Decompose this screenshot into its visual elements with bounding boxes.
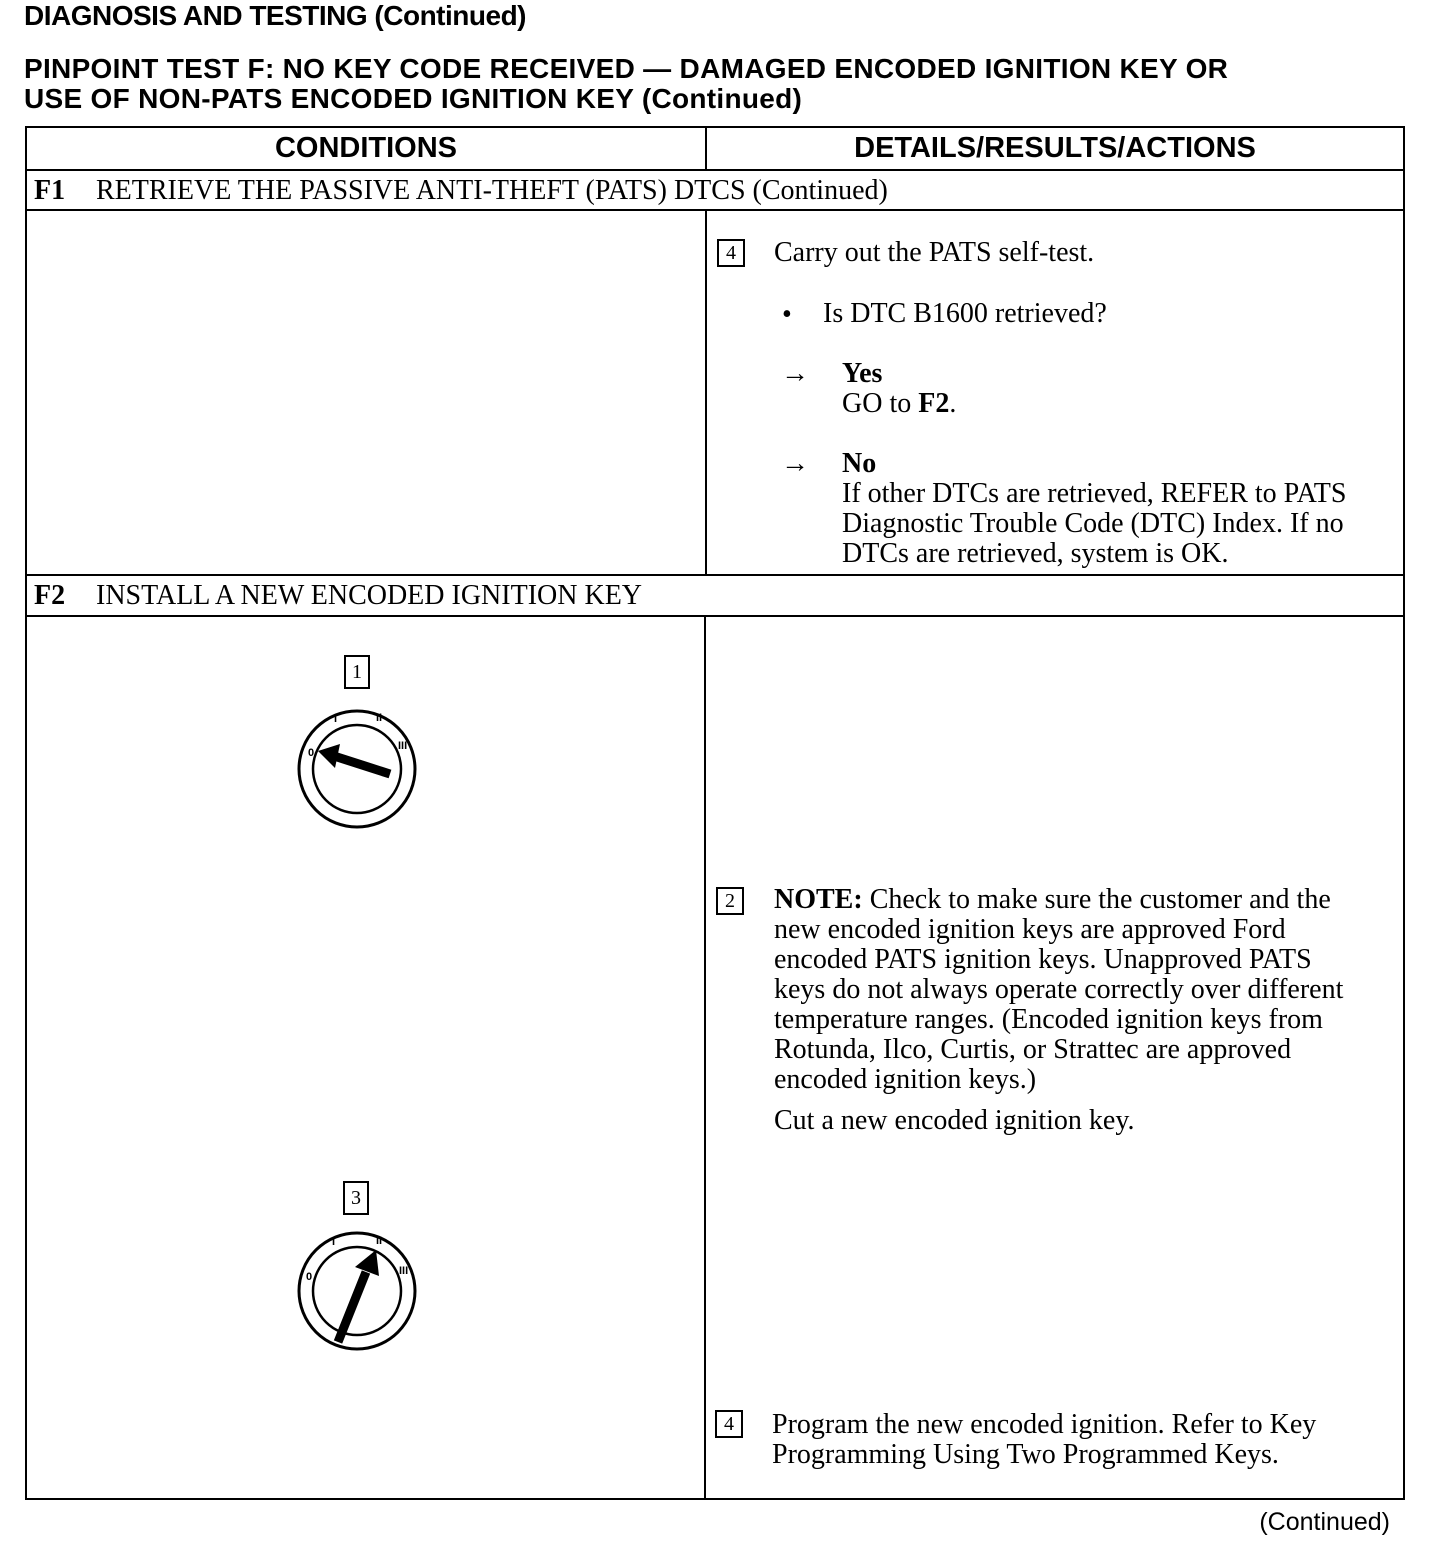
note-label: NOTE: [774,884,863,915]
ignition-mark: I [334,713,338,725]
figure-label-box-3: 3 [343,1181,369,1215]
ignition-mark: III [398,740,408,752]
note-line-2: new encoded ignition keys are approved Ford [774,914,1286,945]
yes-action-suffix: . [949,388,957,419]
yes-action-prefix: GO to [842,388,919,419]
note-line-5: temperature ranges. (Encoded ignition keys from [774,1004,1323,1035]
program-key-text [772,1410,1402,1470]
arrow-right-icon: → [781,358,809,389]
column-divider-f1 [705,209,707,574]
ignition-switch-start-icon [292,1226,422,1356]
section-id-f1: F1 [34,175,66,206]
column-header-conditions: CONDITIONS [274,132,458,164]
ignition-mark: 0 [308,747,315,759]
step-number-box: 4 [715,1410,743,1438]
arrow-right-icon: → [781,448,809,479]
step-text: Carry out the PATS self-test. [774,237,1095,268]
ignition-mark: I [332,1236,336,1248]
no-action-line-3: DTCs are retrieved, system is OK. [842,538,1229,569]
page-title: DIAGNOSIS AND TESTING (Continued) [24,0,526,31]
note-line-3: encoded PATS ignition keys. Unapproved PATS [774,944,1312,975]
no-action-line-2: Diagnostic Trouble Code (DTC) Index. If no [842,508,1344,539]
note-text [774,885,1394,1095]
no-result [842,449,1346,569]
ignition-mark: II [376,712,383,724]
bullet-icon: • [782,299,792,330]
program-key-line-1: Program the new encoded ignition. Refer to Key [772,1409,1317,1440]
pinpoint-test-title [24,54,1228,114]
ignition-mark: III [399,1265,409,1277]
yes-label: Yes [842,358,883,389]
note-line-6: Rotunda, Ilco, Curtis, or Strattec are approved [774,1034,1292,1065]
note-line-7: encoded ignition keys.) [774,1064,1037,1095]
no-label: No [842,448,877,479]
section-id-f2: F2 [34,580,66,611]
section-title-f1: RETRIEVE THE PASSIVE ANTI-THEFT (PATS) DTCS (Continued) [96,175,888,206]
test-title-line-1: PINPOINT TEST F: NO KEY CODE RECEIVED — DAMAGED ENCODED IGNITION KEY OR [24,53,1229,84]
step-number-box: 2 [716,887,744,915]
yes-action-target: F2 [918,388,950,419]
section-header-f1 [34,171,888,211]
ignition-mark: II [376,1235,383,1247]
figure-label-box-1: 1 [344,655,370,689]
note-line-4: keys do not always operate correctly over different [774,974,1344,1005]
step-number-box: 4 [717,239,745,267]
continued-footer: (Continued) [1259,1508,1390,1536]
yes-result [842,359,956,419]
no-action-line-1: If other DTCs are retrieved, REFER to PATS [842,478,1347,509]
cut-key-text: Cut a new encoded ignition key. [774,1105,1135,1136]
column-header-details: DETAILS/RESULTS/ACTIONS [854,132,1256,164]
column-divider-f2 [704,615,706,1500]
section-title-f2: INSTALL A NEW ENCODED IGNITION KEY [96,580,643,611]
note-line-1: Check to make sure the customer and the [862,884,1331,915]
section-header-f2 [34,576,642,616]
test-title-line-2: USE OF NON-PATS ENCODED IGNITION KEY (Continued) [24,83,803,114]
question-text: Is DTC B1600 retrieved? [823,298,1107,329]
ignition-mark: 0 [306,1271,313,1283]
pinpoint-test-table [25,126,1405,1500]
program-key-line-2: Programming Using Two Programmed Keys. [772,1439,1279,1470]
ignition-switch-off-icon [292,704,422,834]
